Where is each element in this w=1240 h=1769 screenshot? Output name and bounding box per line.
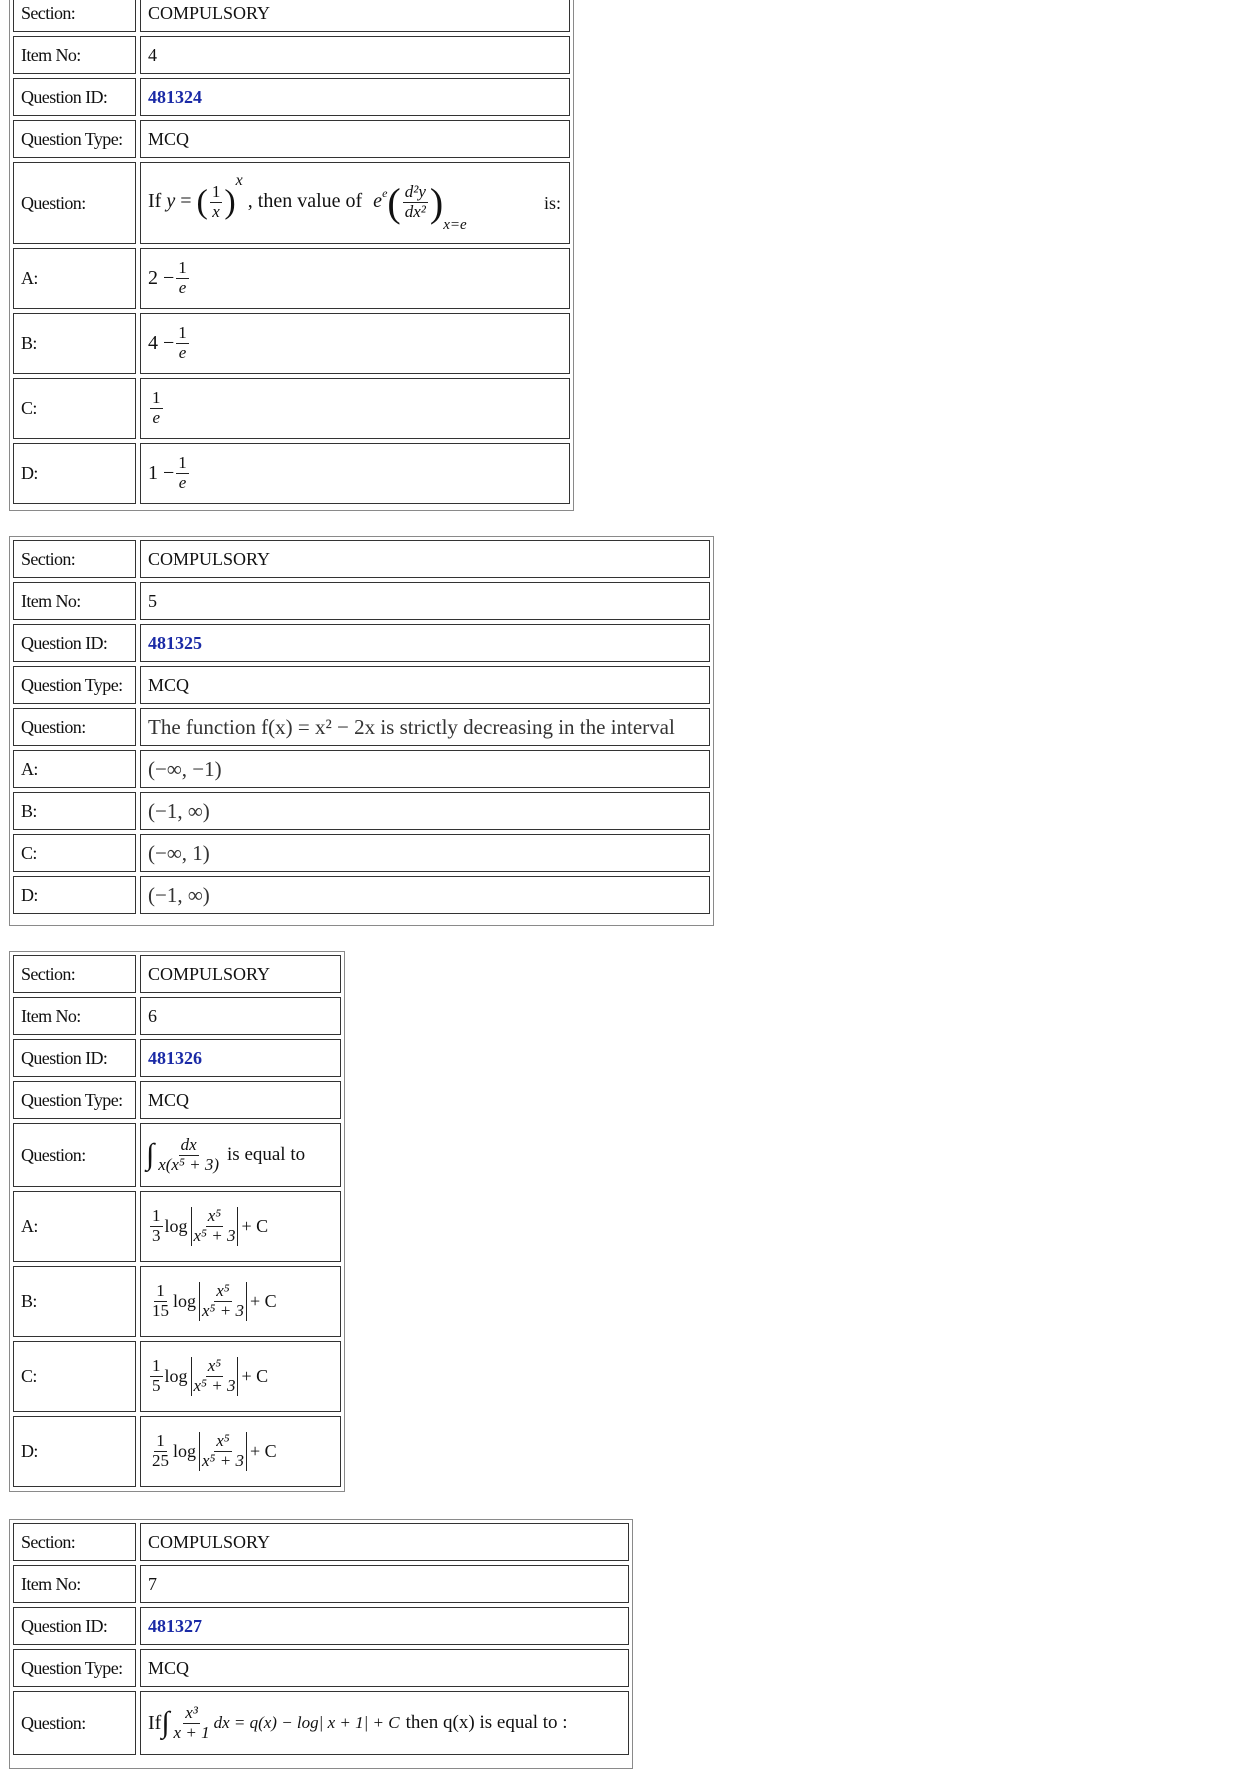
- question-label: Question:: [13, 1123, 136, 1187]
- section-label: Section:: [13, 540, 136, 578]
- question-type-label: Question Type:: [13, 1081, 136, 1119]
- option-c-label: C:: [13, 834, 136, 872]
- option-a-label: A:: [13, 750, 136, 788]
- option-a-value: 2 − $\frac{1}{e}$: [140, 248, 570, 309]
- option-b-label: B:: [13, 1266, 136, 1337]
- option-c-label: C:: [13, 1341, 136, 1412]
- question-table-item-7: [9, 1519, 633, 1769]
- question-id-label: Question ID:: [13, 78, 136, 116]
- item-no-value: 4: [140, 36, 570, 74]
- option-d-value: $\frac{1}{25}$ log $\frac{\text{x⁵}}{\text{x⁵ + 3}}$ + C: [140, 1416, 341, 1487]
- question-id-link[interactable]: 481326: [140, 1039, 341, 1077]
- item-no-label: Item No:: [13, 1565, 136, 1603]
- section-label: Section:: [13, 0, 136, 32]
- option-c-value: $\frac{1}{e}$: [140, 378, 570, 439]
- question-text: If y = ( $\frac{1}{x}$ )$^x$ , then value of $e^e$( $\frac{\text{d²y}}{\text{dx²}}$ )$_{x=e}$ is:: [140, 162, 570, 244]
- option-a-label: A:: [13, 248, 136, 309]
- question-table-item-6: [9, 951, 345, 1492]
- question-label: Question:: [13, 708, 136, 746]
- option-a-value: (−∞, −1): [140, 750, 710, 788]
- option-d-label: D:: [13, 1416, 136, 1487]
- question-text: If ∫ $\frac{\text{x³}}{x + 1}$ dx = q(x) − log| x + 1| + C then q(x) is equal to :: [140, 1691, 629, 1755]
- option-c-label: C:: [13, 378, 136, 439]
- option-b-value: 4 − $\frac{1}{e}$: [140, 313, 570, 374]
- question-type-label: Question Type:: [13, 120, 136, 158]
- question-text: The function f(x) = x² − 2x is strictly decreasing in the interval: [140, 708, 710, 746]
- option-d-value: (−1, ∞): [140, 876, 710, 914]
- question-label: Question:: [13, 162, 136, 244]
- option-c-value: $\frac{1}{5}$ log $\frac{\text{x⁵}}{\text{x⁵ + 3}}$ + C: [140, 1341, 341, 1412]
- section-value: COMPULSORY: [140, 955, 341, 993]
- option-b-label: B:: [13, 792, 136, 830]
- section-label: Section:: [13, 1523, 136, 1561]
- question-id-label: Question ID:: [13, 1607, 136, 1645]
- section-value: COMPULSORY: [140, 540, 710, 578]
- item-no-label: Item No:: [13, 997, 136, 1035]
- question-id-link[interactable]: 481327: [140, 1607, 629, 1645]
- question-id-label: Question ID:: [13, 1039, 136, 1077]
- option-b-value: (−1, ∞): [140, 792, 710, 830]
- option-b-value: $\frac{1}{15}$ log $\frac{\text{x⁵}}{\text{x⁵ + 3}}$ + C: [140, 1266, 341, 1337]
- item-no-label: Item No:: [13, 36, 136, 74]
- item-no-value: 5: [140, 582, 710, 620]
- question-id-link[interactable]: 481324: [140, 78, 570, 116]
- question-table-item-4: [9, 0, 574, 511]
- question-id-label: Question ID:: [13, 624, 136, 662]
- question-type-value: MCQ: [140, 1649, 629, 1687]
- item-no-value: 7: [140, 1565, 629, 1603]
- option-d-value: 1 − $\frac{1}{e}$: [140, 443, 570, 504]
- question-type-value: MCQ: [140, 1081, 341, 1119]
- option-d-label: D:: [13, 876, 136, 914]
- question-type-value: MCQ: [140, 666, 710, 704]
- question-id-link[interactable]: 481325: [140, 624, 710, 662]
- question-table-item-5: [9, 536, 714, 926]
- option-a-value: $\frac{1}{3}$ log $\frac{\text{x⁵}}{\text{x⁵ + 3}}$ + C: [140, 1191, 341, 1262]
- option-b-label: B:: [13, 313, 136, 374]
- option-c-value: (−∞, 1): [140, 834, 710, 872]
- section-value: COMPULSORY: [140, 1523, 629, 1561]
- question-type-label: Question Type:: [13, 1649, 136, 1687]
- question-label: Question:: [13, 1691, 136, 1755]
- section-value: COMPULSORY: [140, 0, 570, 32]
- item-no-value: 6: [140, 997, 341, 1035]
- item-no-label: Item No:: [13, 582, 136, 620]
- option-a-label: A:: [13, 1191, 136, 1262]
- question-text: ∫ $\frac{dx}{\text{x(x⁵ + 3)}}$ is equal to: [140, 1123, 341, 1187]
- question-type-label: Question Type:: [13, 666, 136, 704]
- question-type-value: MCQ: [140, 120, 570, 158]
- option-d-label: D:: [13, 443, 136, 504]
- section-label: Section:: [13, 955, 136, 993]
